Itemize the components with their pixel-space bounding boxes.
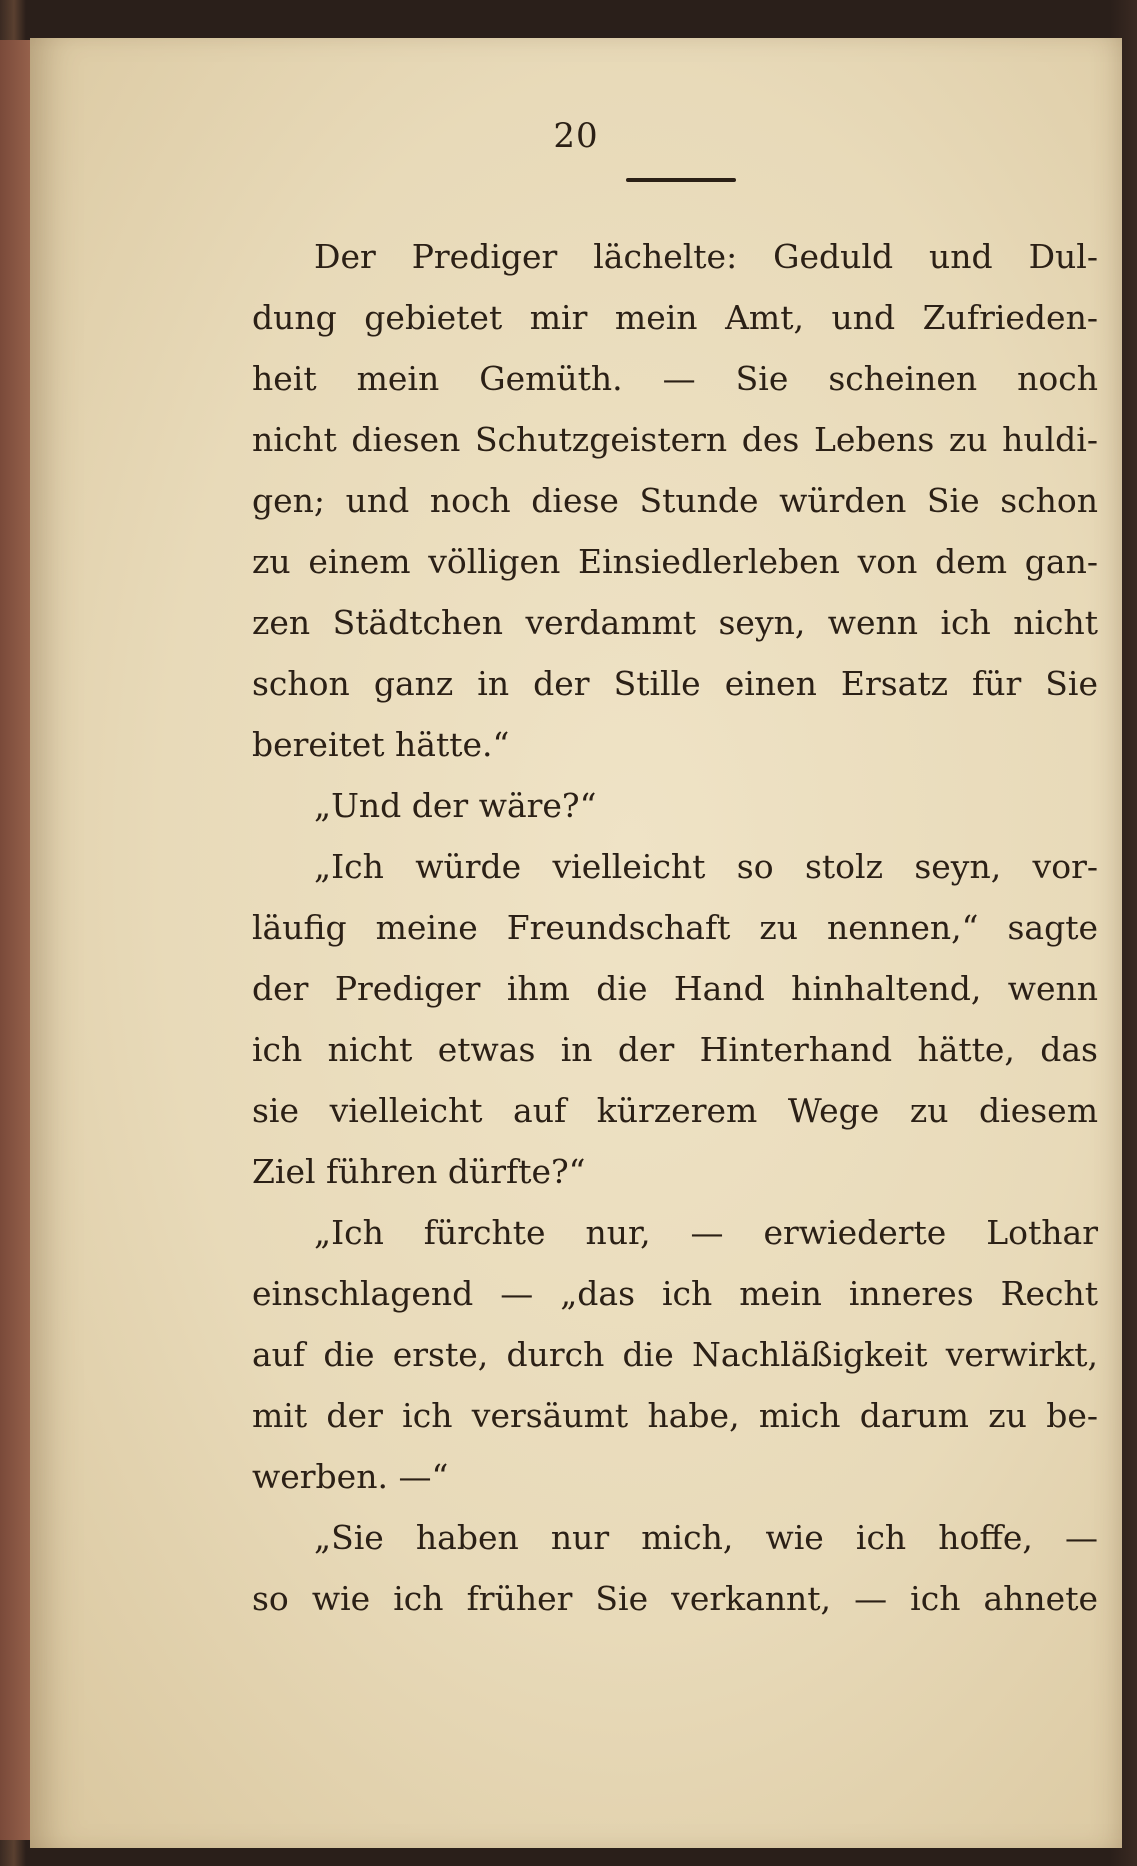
text-line: mit der ich versäumt habe, mich darum zu be-: [252, 1396, 1098, 1435]
text-line: nicht diesen Schutzgeistern des Lebens zu huldi-: [252, 420, 1098, 459]
text-line: einschlagend — „das ich mein inneres Recht: [252, 1274, 1098, 1313]
text-line: dung gebietet mir mein Amt, und Zufrieden-: [252, 298, 1098, 337]
text-line: „Und der wäre?“: [314, 786, 597, 825]
text-line: heit mein Gemüth. — Sie scheinen noch: [252, 359, 1098, 398]
text-line: werben. —“: [252, 1457, 449, 1496]
header-rule: [626, 178, 736, 182]
text-line: sie vielleicht auf kürzerem Wege zu diesem: [252, 1091, 1098, 1130]
text-line: „Sie haben nur mich, wie ich hoffe, —: [314, 1518, 1098, 1557]
text-line: Der Prediger lächelte: Geduld und Dul-: [314, 237, 1098, 276]
text-line: ich nicht etwas in der Hinterhand hätte, das: [252, 1030, 1098, 1069]
text-line: so wie ich früher Sie verkannt, — ich ahnete: [252, 1579, 1098, 1618]
text-line: „Ich fürchte nur, — erwiederte Lothar: [314, 1213, 1098, 1252]
text-line: bereitet hätte.“: [252, 725, 510, 764]
body-text: [252, 226, 1098, 1629]
text-line: auf die erste, durch die Nachläßigkeit verwirkt,: [252, 1335, 1098, 1374]
text-line: zen Städtchen verdammt seyn, wenn ich nicht: [252, 603, 1098, 642]
text-line: „Ich würde vielleicht so stolz seyn, vor-: [314, 847, 1098, 886]
page-number: 20: [553, 116, 599, 156]
text-line: zu einem völligen Einsiedlerleben von dem gan-: [252, 542, 1098, 581]
text-line: läufig meine Freundschaft zu nennen,“ sagte: [252, 908, 1098, 947]
text-line: Ziel führen dürfte?“: [252, 1152, 586, 1191]
text-line: schon ganz in der Stille einen Ersatz für Sie: [252, 664, 1098, 703]
text-line: der Prediger ihm die Hand hinhaltend, wenn: [252, 969, 1098, 1008]
paper-page: [30, 38, 1122, 1848]
text-line: gen; und noch diese Stunde würden Sie schon: [252, 481, 1098, 520]
